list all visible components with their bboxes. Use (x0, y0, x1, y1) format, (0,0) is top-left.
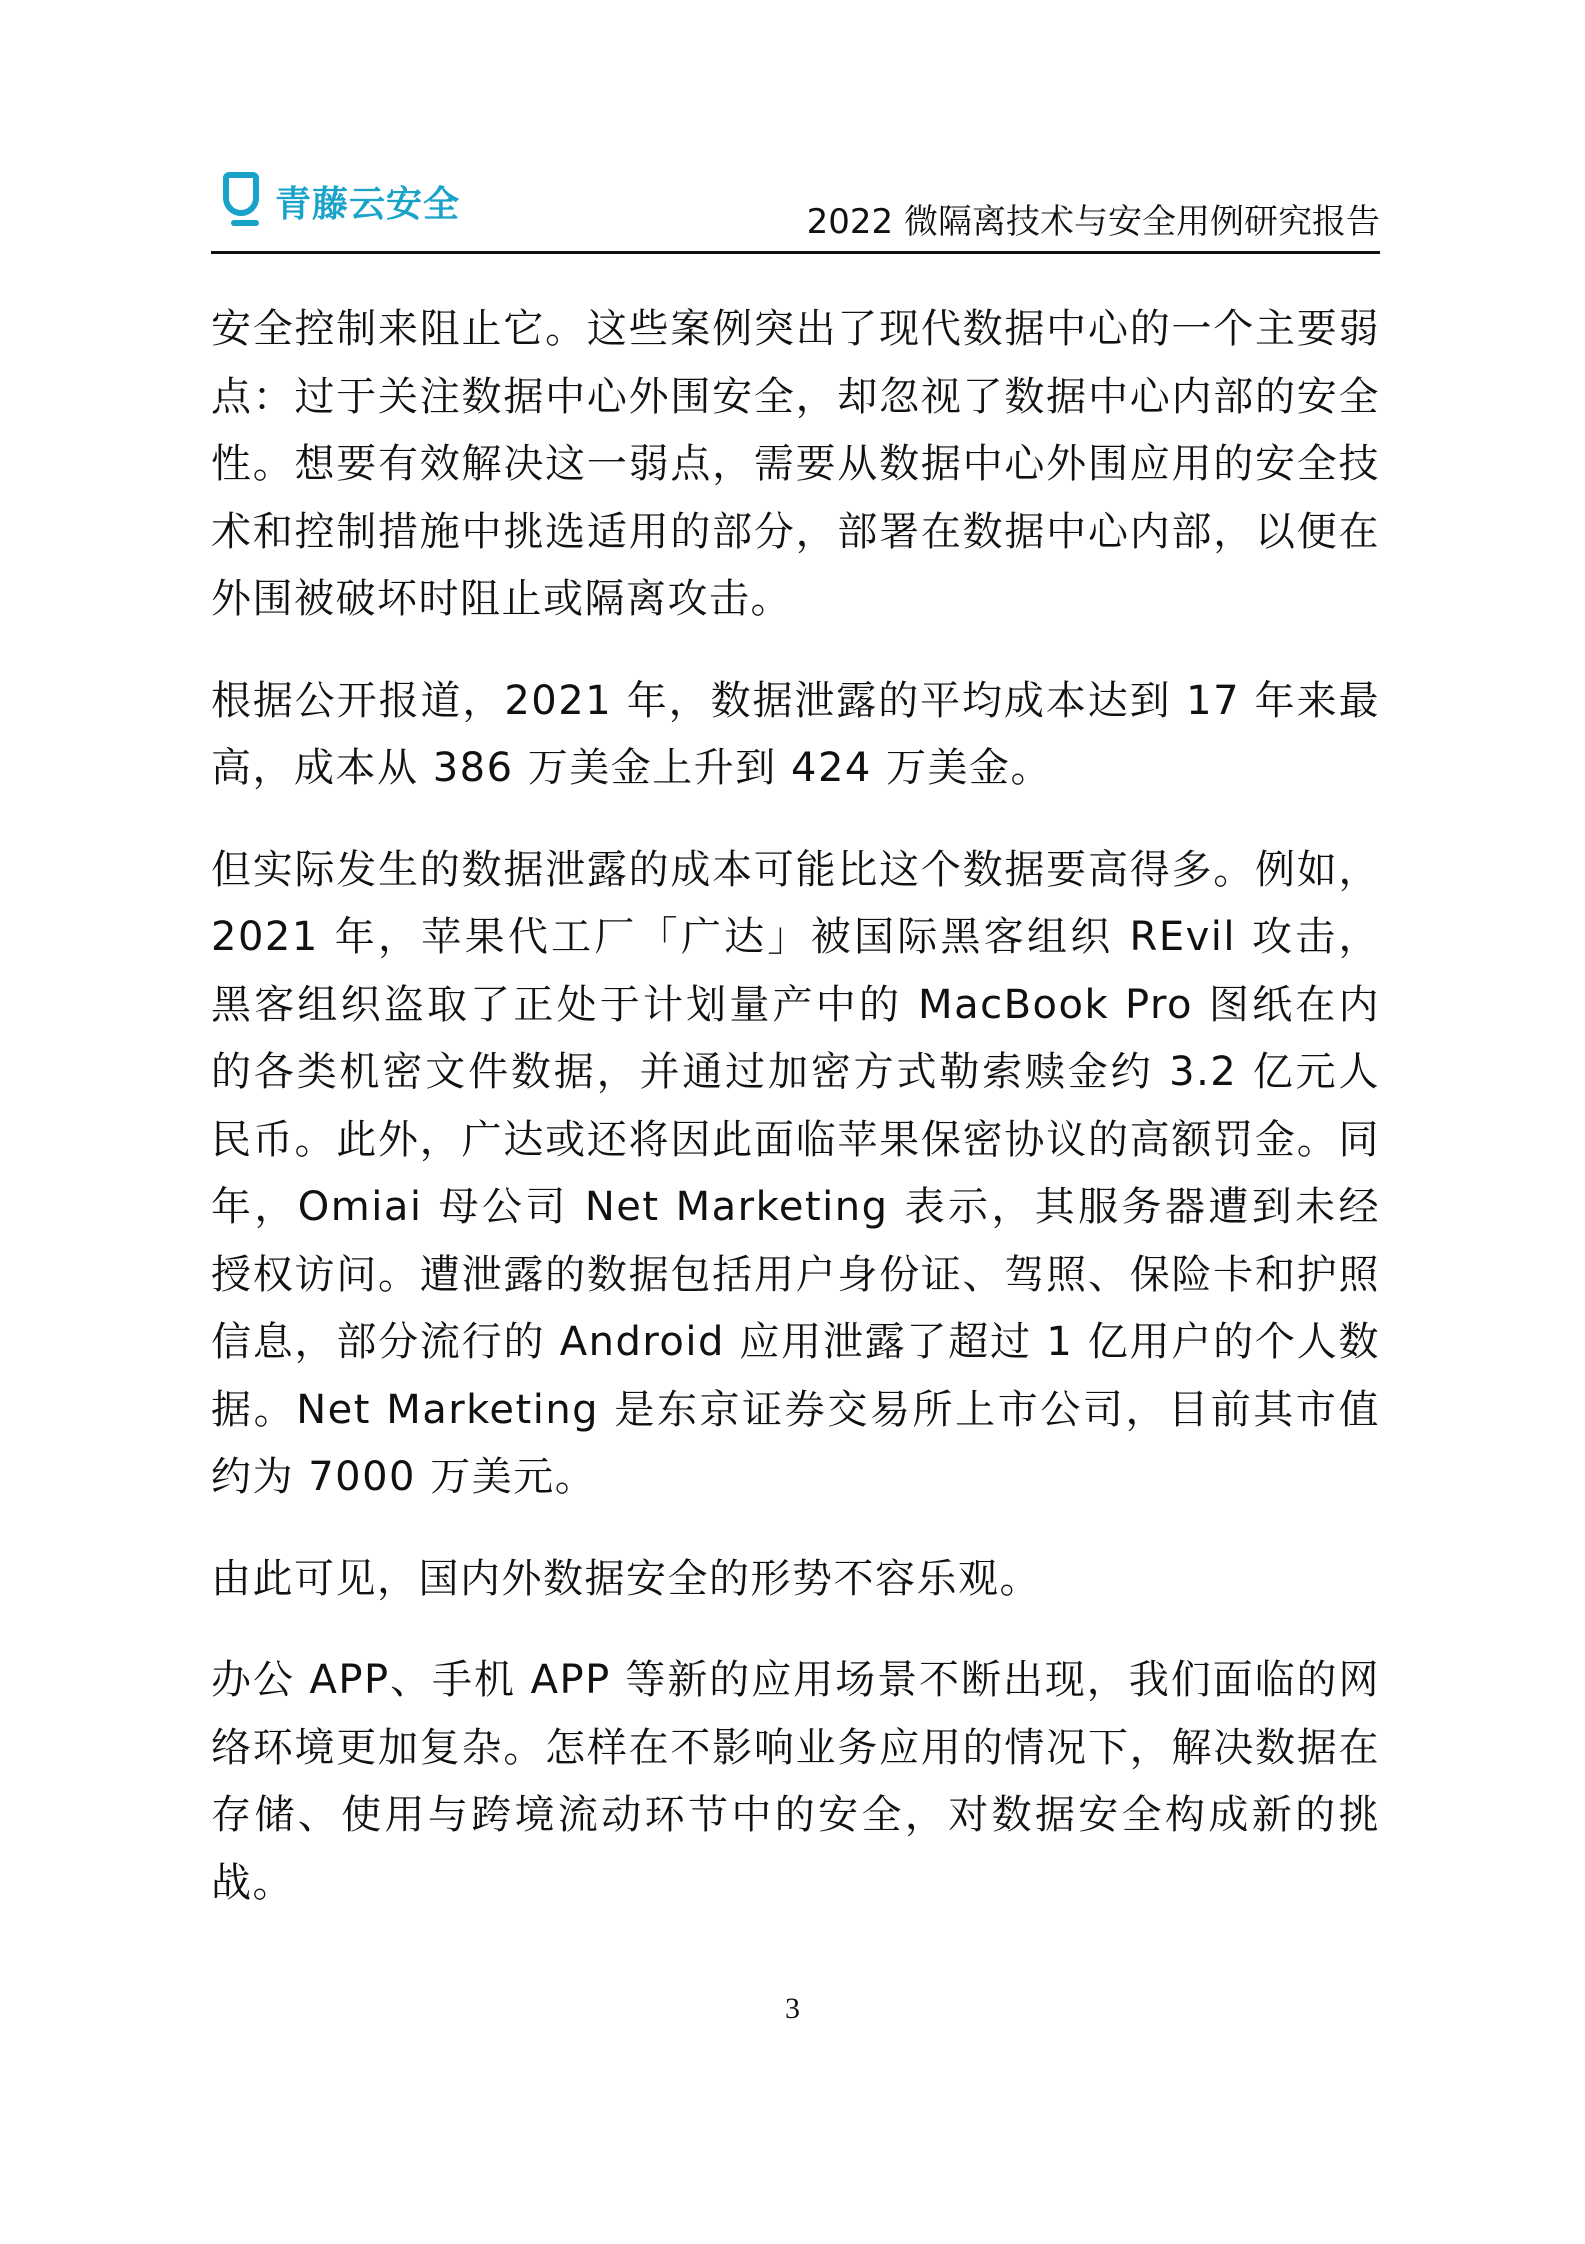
header-divider (211, 251, 1380, 254)
logo-text: 青藤云安全 (275, 183, 461, 225)
company-logo (221, 172, 460, 230)
paragraph: 但实际发生的数据泄露的成本可能比这个数据要高得多。例如，2021 年，苹果代工厂「广达」被国际黑客组织 REvil 攻击，黑客组织盗取了正处于计划量产中的 MacBook Pro 图纸在内的各类机密文件数据，并通过加密方式勒索赎金约 3.2 亿元人民币。此外，广达或还将因此面临苹果保密协议的高额罚金。同年，Omiai 母公司 Net Marketing 表示，其服务器遭到未经授权访问。遭泄露的数据包括用户身份证、驾照、保险卡和护照信息，部分流行的 Android 应用泄露了超过 1 亿用户的个人数据。Net Marketing 是东京证券交易所上市公司，目前其市值约为 7000 万美元。 (211, 846, 1380, 1500)
paragraph: 办公 APP、手机 APP 等新的应用场景不断出现，我们面临的网络环境更加复杂。怎样在不影响业务应用的情况下，解决数据在存储、使用与跨境流动环节中的安全，对数据安全构成新的挑战。 (211, 1657, 1380, 1906)
report-title: 2022 微隔离技术与安全用例研究报告 (806, 202, 1380, 242)
paragraph: 根据公开报道，2021 年，数据泄露的平均成本达到 17 年来最高，成本从 386 万美金上升到 424 万美金。 (211, 677, 1380, 791)
logo-cup-icon (221, 172, 261, 230)
paragraph: 安全控制来阻止它。这些案例突出了现代数据中心的一个主要弱点：过于关注数据中心外围安全，却忽视了数据中心内部的安全性。想要有效解决这一弱点，需要从数据中心外围应用的安全技术和控制措施中挑选适用的部分，部署在数据中心内部，以便在外围被破坏时阻止或隔离攻击。 (211, 306, 1380, 622)
paragraph: 由此可见，国内外数据安全的形势不容乐观。 (211, 1555, 1041, 1602)
document-body (211, 296, 1380, 1951)
page-header (211, 160, 1380, 252)
page-number: 3 (785, 1992, 800, 2025)
